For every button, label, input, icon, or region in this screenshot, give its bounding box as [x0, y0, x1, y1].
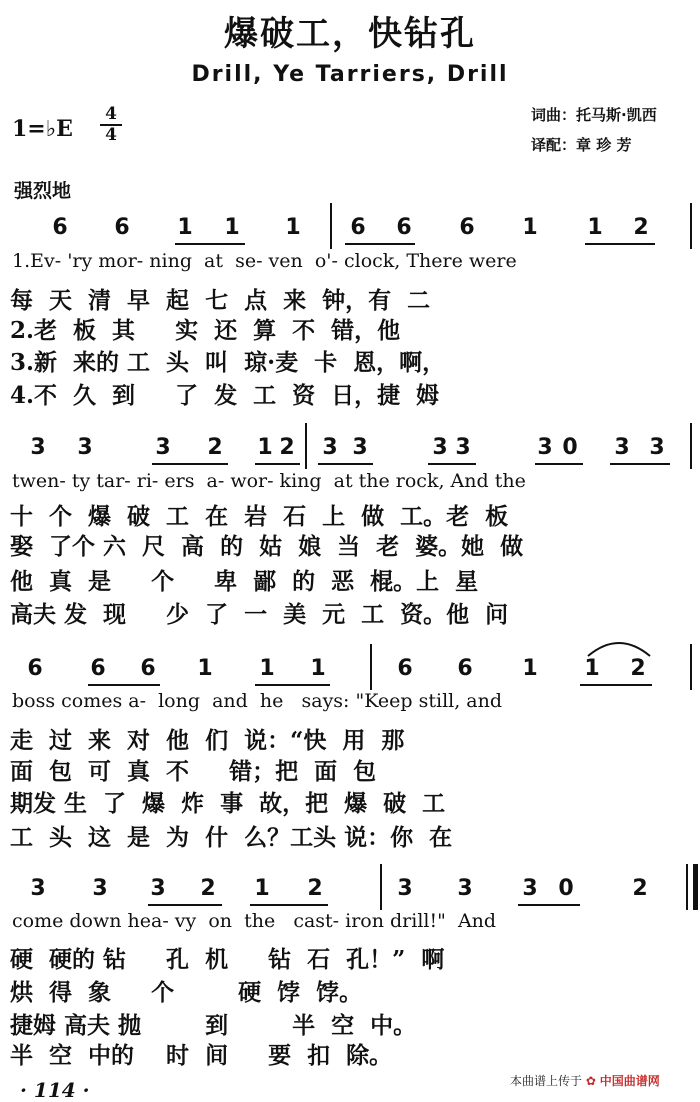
- note: 3: [77, 435, 93, 460]
- note: 6: [90, 656, 106, 681]
- beam-underline: [255, 684, 330, 686]
- note: 3: [537, 435, 553, 460]
- note: 0: [558, 876, 574, 901]
- note: 3: [614, 435, 630, 460]
- site-logo-icon: ✿: [585, 1074, 596, 1088]
- note: 3: [649, 435, 665, 460]
- barline: [370, 644, 372, 690]
- note: 1: [254, 876, 270, 901]
- time-signature-bottom: 4: [105, 125, 117, 145]
- note: 2: [307, 876, 323, 901]
- beam-underline: [175, 243, 245, 245]
- chinese-lyric-verse-4: 高夫 发 现 少 了 一 美 元 工 资。他 问: [10, 601, 509, 628]
- note: 1: [584, 656, 600, 681]
- barline: [330, 203, 332, 249]
- song-title-english: Drill, Ye Tarriers, Drill: [191, 62, 509, 87]
- beam-underline: [518, 904, 580, 906]
- note: 6: [396, 215, 412, 240]
- chinese-lyric-verse-1: 硬 硬的 钻 孔 机 钻 石 孔！” 啊: [10, 946, 445, 973]
- english-lyric: twen- ty tar- ri- ers a- wor- king at the rock, And the: [12, 470, 526, 492]
- beam-underline: [535, 463, 583, 465]
- barline: [690, 423, 692, 469]
- note: 6: [350, 215, 366, 240]
- note: 1: [177, 215, 193, 240]
- english-lyric: 1.Ev- 'ry mor- ning at se- ven o'- clock, There were: [12, 250, 517, 272]
- barline: [690, 203, 692, 249]
- chinese-lyric-verse-1: 走 过 来 对 他 们 说：“快 用 那: [10, 727, 405, 754]
- english-lyric: come down hea- vy on the cast- iron drill!" And: [12, 910, 497, 932]
- note: 1: [285, 215, 301, 240]
- upload-note: 本曲谱上传于: [510, 1074, 583, 1088]
- chinese-lyric-verse-2: 面 包 可 真 不 错；把 面 包: [10, 758, 377, 785]
- note: 3: [455, 435, 471, 460]
- note: 2: [279, 435, 295, 460]
- barline: [690, 644, 692, 690]
- note: 1: [522, 215, 538, 240]
- tempo-marking: 强烈地: [14, 180, 72, 202]
- note: 2: [633, 215, 649, 240]
- note: 3: [30, 876, 46, 901]
- note: 1: [522, 656, 538, 681]
- note: 3: [397, 876, 413, 901]
- barline: [686, 864, 688, 910]
- beam-underline: [152, 463, 228, 465]
- note: 3: [322, 435, 338, 460]
- chinese-lyric-verse-4: 4.不 久 到 了 发 工 资 日，捷 姆: [10, 382, 440, 409]
- note: 0: [562, 435, 578, 460]
- note: 1: [224, 215, 240, 240]
- note: 3: [92, 876, 108, 901]
- beam-underline: [318, 463, 373, 465]
- chinese-lyric-verse-3: 3.新 来的 工 头 叫 琼·麦 卡 恩，啊，: [10, 349, 446, 376]
- note: 2: [207, 435, 223, 460]
- beam-underline: [250, 904, 328, 906]
- site-name: 中国曲谱网: [599, 1074, 660, 1088]
- beam-underline: [585, 243, 655, 245]
- note: 2: [632, 876, 648, 901]
- note: 2: [200, 876, 216, 901]
- chinese-lyric-verse-3: 捷姆 高夫 抛 到 半 空 中。: [10, 1012, 417, 1039]
- note: 6: [457, 656, 473, 681]
- final-barline: [693, 864, 698, 910]
- note: 3: [155, 435, 171, 460]
- note: 6: [52, 215, 68, 240]
- time-signature: [100, 106, 122, 144]
- chinese-lyric-verse-3: 期发 生 了 爆 炸 事 故，把 爆 破 工: [10, 790, 446, 817]
- note: 3: [30, 435, 46, 460]
- note: 6: [459, 215, 475, 240]
- note: 3: [150, 876, 166, 901]
- note: 2: [630, 656, 646, 681]
- translator-credit: 译配：章 珍 芳: [531, 136, 632, 154]
- beam-underline: [580, 684, 652, 686]
- beam-underline: [345, 243, 415, 245]
- note: 6: [140, 656, 156, 681]
- slur-mark: [586, 636, 652, 658]
- chinese-lyric-verse-4: 工 头 这 是 为 什 么？工头 说：你 在: [10, 824, 453, 851]
- note: 1: [197, 656, 213, 681]
- chinese-lyric-verse-3: 他 真 是 个 卑 鄙 的 恶 棍。上 星: [10, 568, 479, 595]
- note: 6: [397, 656, 413, 681]
- beam-underline: [255, 463, 300, 465]
- english-lyric: boss comes a- long and he says: "Keep still, and: [12, 690, 503, 712]
- lyricist-composer-credit: 词曲：托马斯·凯西: [531, 106, 657, 124]
- note: 3: [432, 435, 448, 460]
- beam-underline: [610, 463, 670, 465]
- beam-underline: [428, 463, 476, 465]
- chinese-lyric-verse-1: 每 天 清 早 起 七 点 来 钟，有 二: [10, 287, 431, 314]
- chinese-lyric-verse-2: 娶 了个 六 尺 高 的 姑 娘 当 老 婆。她 做: [10, 533, 524, 560]
- beam-underline: [148, 904, 222, 906]
- chinese-lyric-verse-2: 2.老 板 其 实 还 算 不 错，他: [10, 317, 401, 344]
- key-signature: 1=♭E: [12, 116, 73, 142]
- page-number: · 114 ·: [20, 1078, 90, 1102]
- note: 1: [310, 656, 326, 681]
- note: 1: [257, 435, 273, 460]
- chinese-lyric-verse-1: 十 个 爆 破 工 在 岩 石 上 做 工。老 板: [10, 503, 509, 530]
- note: 3: [522, 876, 538, 901]
- song-title-chinese: 爆破工，快钻孔: [224, 14, 476, 54]
- barline: [380, 864, 382, 910]
- note: 6: [27, 656, 43, 681]
- barline: [305, 423, 307, 469]
- chinese-lyric-verse-4: 半 空 中的 时 间 要 扣 除。: [10, 1042, 393, 1069]
- note: 1: [587, 215, 603, 240]
- note: 1: [259, 656, 275, 681]
- note: 6: [114, 215, 130, 240]
- beam-underline: [88, 684, 160, 686]
- note: 3: [457, 876, 473, 901]
- time-signature-top: 4: [105, 104, 117, 124]
- chinese-lyric-verse-2: 烘 得 象 个 硬 饽 饽。: [10, 979, 363, 1006]
- upload-footer: [510, 1072, 660, 1089]
- note: 3: [352, 435, 368, 460]
